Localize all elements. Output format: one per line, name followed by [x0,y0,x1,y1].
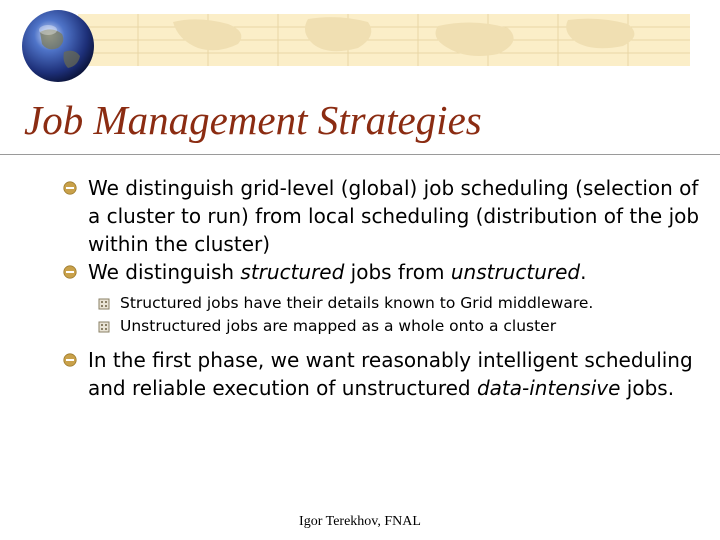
text-segment: jobs from [344,260,451,284]
bullet-item [60,346,700,402]
header-banner [0,0,720,80]
sub-bullet-text: Unstructured jobs are mapped as a whole onto a cluster [120,317,557,335]
text-segment: . [580,260,587,284]
sub-bullet-text: Structured jobs have their details known to Grid middleware. [120,294,594,312]
sub-bullet-item [60,315,700,338]
globe-icon [18,6,98,86]
text-segment: In the first phase, we want reasonably intelligent scheduling and reliable execution of unstructured [88,348,693,400]
bullet-text [88,348,693,400]
emphasis-text: data-intensive [476,376,621,400]
bullet-text [88,260,586,284]
bullet-item [60,258,700,286]
sub-bullet-square-icon [98,298,110,310]
sub-bullet-square-icon [98,321,110,333]
map-grid [78,14,690,66]
text-segment: We distinguish [88,260,241,284]
bullet-circle-icon [63,353,77,367]
sub-bullet-item [60,292,700,315]
bullet-text: We distinguish grid-level (global) job scheduling (selection of a cluster to run) from local scheduling (distribution of the job within the cluster) [88,176,700,256]
slide-title: Job Management Strategies [24,97,482,143]
bullet-circle-icon [63,265,77,279]
emphasis-text: structured [240,260,345,284]
title-divider [0,154,720,155]
emphasis-text: unstructured [450,260,581,284]
bullet-list [60,174,700,402]
bullet-circle-icon [63,181,77,195]
footer-author: Igor Terekhov, FNAL [299,514,421,529]
world-map-strip [78,14,690,66]
text-segment: jobs. [620,376,675,400]
bullet-item [60,174,700,258]
